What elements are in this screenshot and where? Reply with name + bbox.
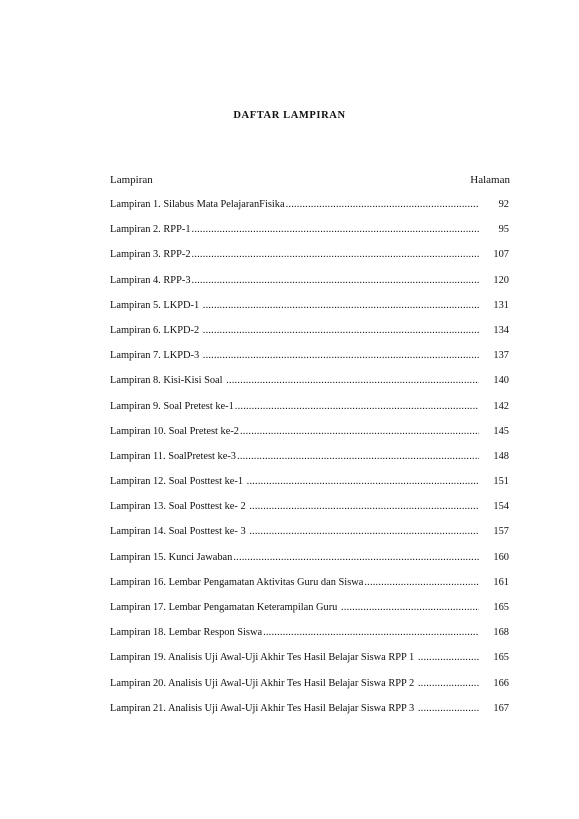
entry-page: 165 <box>493 652 509 664</box>
list-item <box>110 223 509 248</box>
list-item <box>110 349 509 374</box>
entry-page: 154 <box>493 501 509 513</box>
list-item <box>110 601 509 626</box>
entry-label: Lampiran 11. SoalPretest ke-3 ..... <box>110 450 479 463</box>
entry-page: 151 <box>493 476 509 488</box>
list-item <box>110 702 509 727</box>
entry-label: Lampiran 17. Lembar Pengamatan Keterampilan Guru ..... <box>110 601 479 614</box>
entry-page: 165 <box>493 602 509 613</box>
entry-label: Lampiran 12. Soal Posttest ke-1 ..... <box>110 475 479 488</box>
entry-label: Lampiran 1. Silabus Mata PelajaranFisika ..... <box>110 198 479 211</box>
entry-page: 92 <box>498 199 509 210</box>
entry-label: Lampiran 21. Analisis Uji Awal-Uji Akhir Tes Hasil Belajar Siswa RPP 3 ..... <box>110 702 479 715</box>
entry-page: 142 <box>493 400 509 412</box>
list-item <box>110 525 509 550</box>
entry-page: 95 <box>498 224 509 236</box>
entry-page: 161 <box>493 576 509 588</box>
list-item <box>110 274 509 299</box>
list-item <box>110 324 509 349</box>
entry-page: 160 <box>493 551 509 563</box>
entry-label: Lampiran 4. RPP-3 ..... <box>110 274 479 287</box>
entry-page: 157 <box>493 526 509 538</box>
entry-label: Lampiran 3. RPP-2 ..... <box>110 248 479 261</box>
entry-page: 137 <box>493 350 509 362</box>
list-item <box>110 475 509 500</box>
entry-label: Lampiran 2. RPP-1 ..... <box>110 223 479 236</box>
entry-page: 131 <box>493 299 509 311</box>
entry-page: 140 <box>493 375 509 387</box>
entry-label: Lampiran 19. Analisis Uji Awal-Uji Akhir Tes Hasil Belajar Siswa RPP 1 ..... <box>110 651 479 664</box>
entry-page: 120 <box>493 274 509 286</box>
page-title: DAFTAR LAMPIRAN <box>233 110 346 121</box>
list-item <box>110 626 509 651</box>
list-item <box>110 576 509 601</box>
entry-label: Lampiran 9. Soal Pretest ke-1 ..... <box>110 400 479 413</box>
list-item <box>110 551 509 576</box>
header-halaman: Halaman <box>470 174 510 186</box>
list-item <box>110 500 509 525</box>
entry-page: 134 <box>493 324 509 336</box>
entry-label: Lampiran 7. LKPD-3 ..... <box>110 349 479 362</box>
entry-label: Lampiran 13. Soal Posttest ke- 2 ..... <box>110 500 479 513</box>
entry-page: 107 <box>493 249 509 261</box>
entry-page: 167 <box>493 702 509 714</box>
list-item <box>110 651 509 676</box>
list-item <box>110 374 509 399</box>
entry-label: Lampiran 14. Soal Posttest ke- 3 ..... <box>110 525 479 538</box>
entry-label: Lampiran 5. LKPD-1 ..... <box>110 299 479 312</box>
entry-label: Lampiran 15. Kunci Jawaban ..... <box>110 551 479 564</box>
entry-label: Lampiran 8. Kisi-Kisi Soal ..... <box>110 374 479 387</box>
entry-page: 145 <box>493 425 509 437</box>
list-item <box>110 198 509 223</box>
appendix-list <box>110 198 509 727</box>
list-item <box>110 677 509 702</box>
entry-page: 168 <box>493 627 509 639</box>
entry-label: Lampiran 16. Lembar Pengamatan Aktivitas Guru dan Siswa ..... <box>110 576 479 589</box>
entry-label: Lampiran 6. LKPD-2 ..... <box>110 324 479 337</box>
entry-label: Lampiran 10. Soal Pretest ke-2 ..... <box>110 425 479 438</box>
entry-label: Lampiran 18. Lembar Respon Siswa ..... <box>110 626 479 639</box>
list-item <box>110 450 509 475</box>
entry-label: Lampiran 20. Analisis Uji Awal-Uji Akhir Tes Hasil Belajar Siswa RPP 2 ..... <box>110 677 479 690</box>
header-lampiran: Lampiran <box>110 174 153 186</box>
list-item <box>110 400 509 425</box>
list-item <box>110 299 509 324</box>
list-item <box>110 248 509 273</box>
list-item <box>110 425 509 450</box>
toc-header <box>110 174 510 186</box>
entry-page: 166 <box>493 677 509 689</box>
entry-page: 148 <box>493 450 509 462</box>
